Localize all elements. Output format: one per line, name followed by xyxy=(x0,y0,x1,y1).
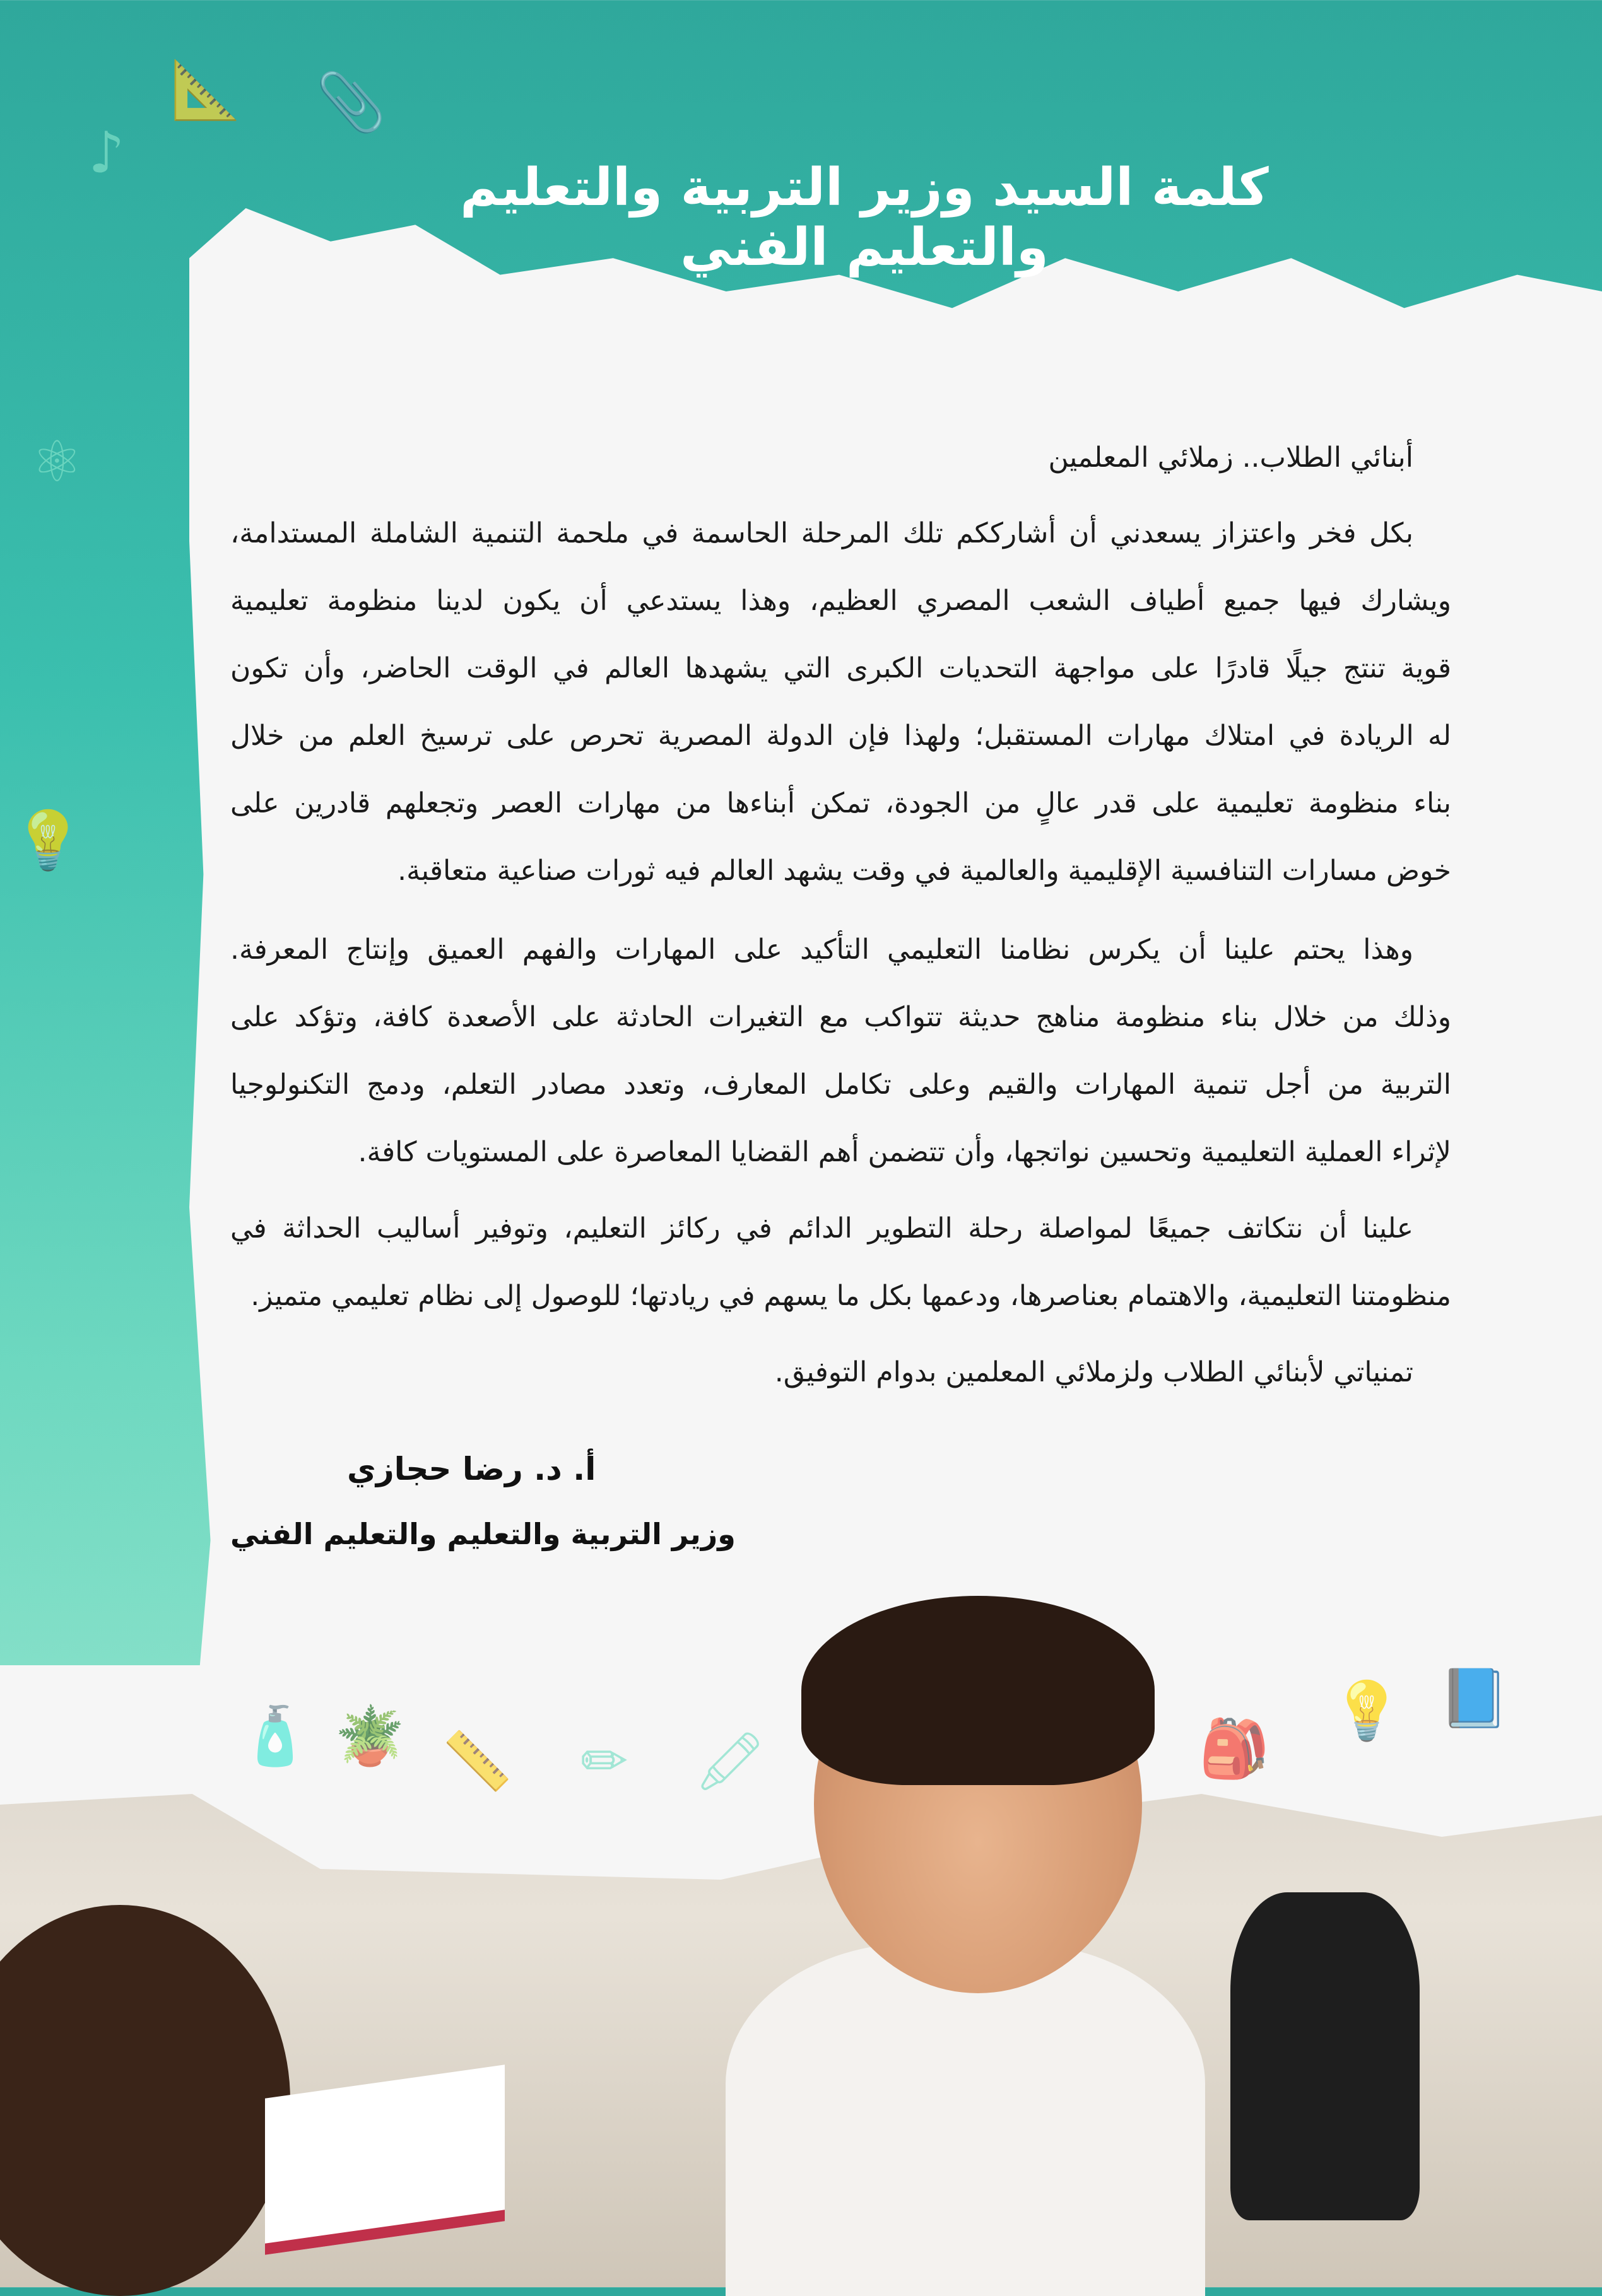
child-right-photo xyxy=(1230,1892,1420,2220)
paragraph-3-line: علينا أن نتكاتف جميعًا لمواصلة رحلة التطوير الدائم في ركائز التعليم، وتوفير أساليب الحداثة في xyxy=(230,1212,1413,1245)
paragraph-1-line: خوض مسارات التنافسية الإقليمية والعالمية في وقت يشهد العالم فيه ثورات صناعية متعاقبة. xyxy=(398,855,1451,887)
signature-position: وزير التربية والتعليم والتعليم الفني xyxy=(230,1517,736,1551)
atom-doodle-icon: ⚛ xyxy=(32,429,83,495)
paragraph-1-line: بكل فخر واعتزاز يسعدني أن أشارككم تلك المرحلة الحاسمة في ملحمة التنمية الشاملة المستدامة، xyxy=(230,517,1413,549)
paragraph-1-line: ويشارك فيها جميع أطياف الشعب المصري العظيم، وهذا يستدعي أن يكون لدينا منظومة تعليمية xyxy=(230,585,1451,617)
ruler-doodle-icon: 📏 xyxy=(442,1728,513,1795)
signature-name: أ. د. رضا حجازي xyxy=(347,1451,596,1487)
paragraph-2-line: التربية من أجل تنمية المهارات والقيم وعلى تكامل المعارف، وتعدد مصادر التعلم، ودمج التكنولوجيا xyxy=(230,1069,1451,1101)
paragraph-3-line: منظومتنا التعليمية، والاهتمام بعناصرها، ودعمها بكل ما يسهم في ريادتها؛ للوصول إلى نظام تعليمي متميز. xyxy=(250,1280,1451,1312)
paragraph-2-line: لإثراء العملية التعليمية وتحسين نواتجها، وأن تتضمن أهم القضايا المعاصرة على المستويات كافة. xyxy=(358,1136,1451,1168)
closing-line: تمنياتي لأبنائي الطلاب ولزملائي المعلمين بدوام التوفيق. xyxy=(774,1356,1413,1388)
plant-doodle-icon: 🪴 xyxy=(334,1703,406,1769)
lightbulb-doodle-icon: 💡 xyxy=(13,807,84,874)
book-doodle-icon: 📘 xyxy=(1439,1665,1510,1731)
boy-shirt xyxy=(726,1943,1205,2296)
backpack-doodle-icon: 🎒 xyxy=(1199,1716,1270,1782)
pencil-doodle-icon: ✏ xyxy=(580,1728,628,1795)
paragraph-1-line: قوية تنتج جيلًا قادرًا على مواجهة التحديات الكبرى التي يشهدها العالم في الوقت الحاضر، وأن تكون xyxy=(230,652,1451,684)
music-note-doodle-icon: ♪ xyxy=(88,120,125,186)
ruler-doodle-icon: 📐 xyxy=(170,57,242,123)
paragraph-1-line: بناء منظومة تعليمية على قدر عالٍ من الجودة، تمكن أبناءها من مهارات العصر وتجعلهم قادرين على xyxy=(230,787,1451,819)
paragraph-1-line: له الريادة في امتلاك مهارات المستقبل؛ ولهذا فإن الدولة المصرية تحرص على ترسيخ العلم من خلال xyxy=(230,720,1451,752)
paperclip-doodle-icon: 📎 xyxy=(315,69,387,136)
boy-hair xyxy=(801,1596,1155,1785)
greeting: أبنائي الطلاب.. زملائي المعلمين xyxy=(1048,442,1413,474)
page-title: كلمة السيد وزير التربية والتعليم والتعليم الفني xyxy=(460,158,1269,278)
glue-doodle-icon: 🧴 xyxy=(240,1703,311,1769)
letter-body xyxy=(230,0,1451,1451)
paragraph-2-line: وهذا يحتم علينا أن يكرس نظامنا التعليمي التأكيد على المهارات والفهم العميق وإنتاج المعرفة. xyxy=(230,934,1413,966)
crayon-doodle-icon: 🖍 xyxy=(694,1728,767,1795)
lightbulb-doodle-icon: 💡 xyxy=(1331,1678,1403,1744)
paragraph-2-line: وذلك من خلال بناء منظومة مناهج حديثة تتواكب مع التغيرات الحادثة على الأصعدة كافة، وتؤكد على xyxy=(230,1001,1451,1033)
